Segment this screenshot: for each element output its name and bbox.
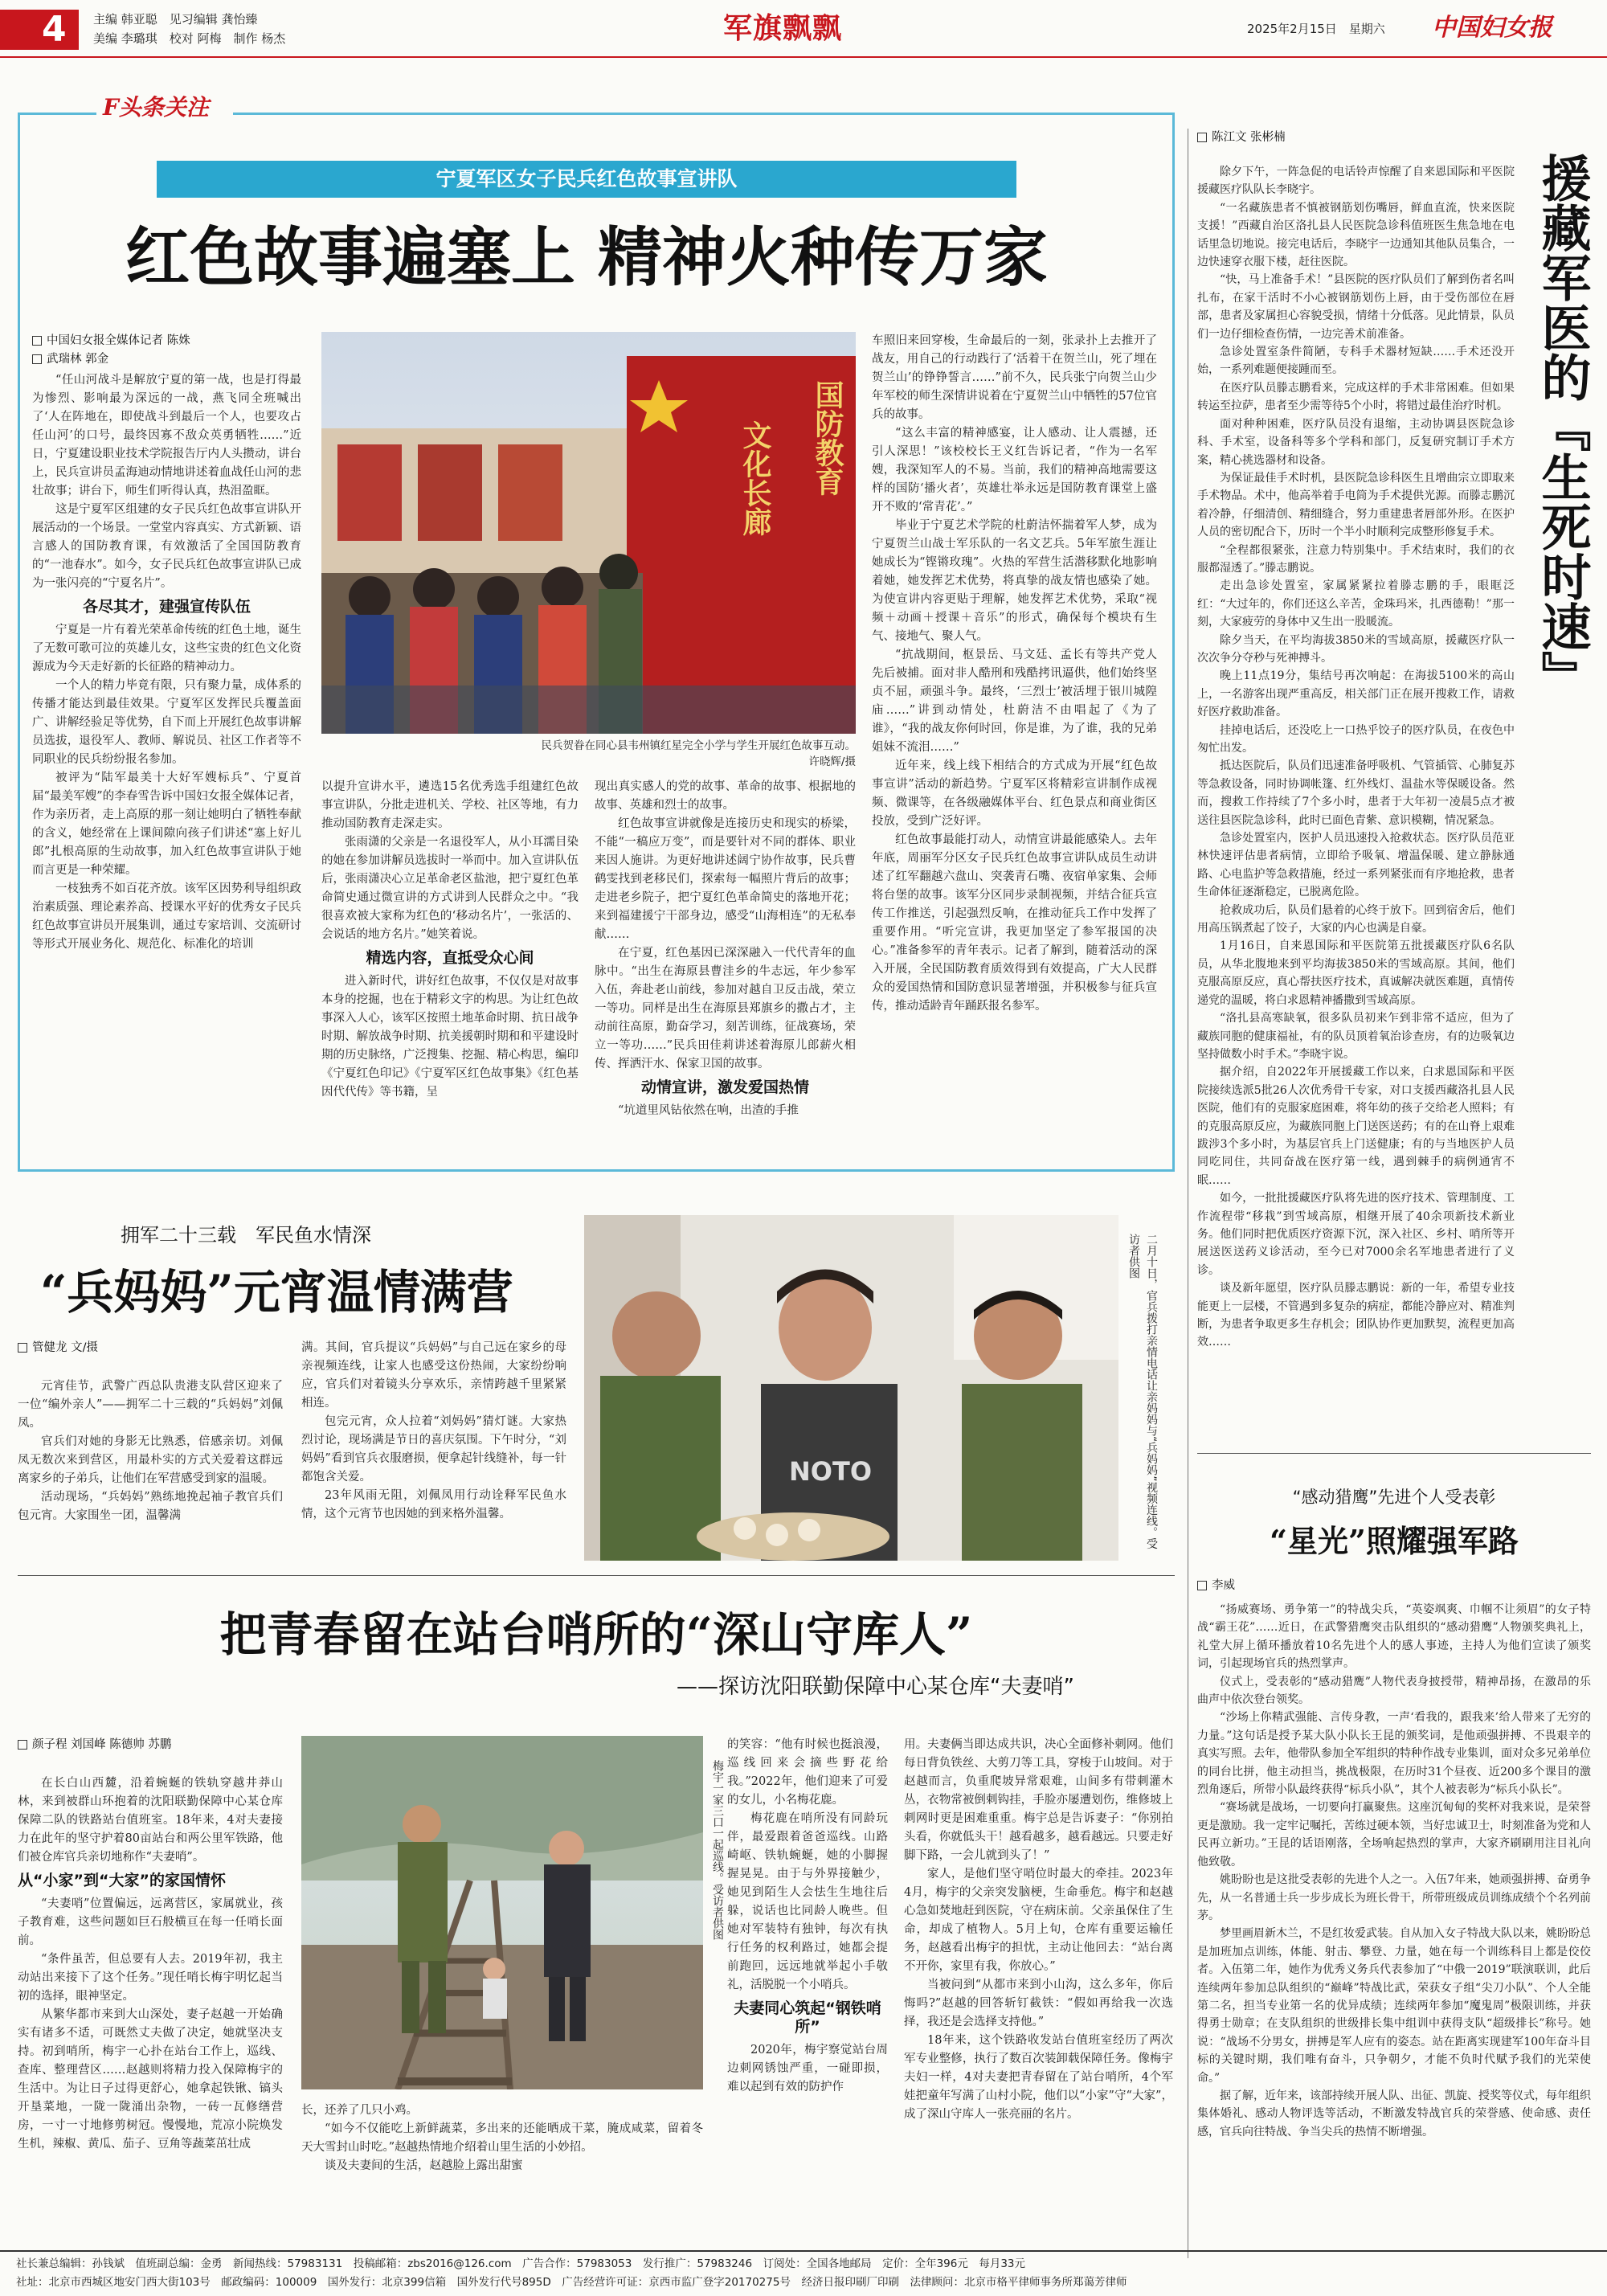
- paragraph: 现出真实感人的党的故事、革命的故事、根据地的故事、英雄和烈士的故事。: [595, 780, 856, 812]
- paragraph: 除夕当天，在平均海拔3850米的雪域高原，援藏医疗队一次次争分夺秒与死神搏斗。: [1197, 633, 1515, 665]
- feature-subhead-2: 精选内容，直抵受众心间: [366, 949, 534, 967]
- paragraph: 急诊处置室内，医护人员迅速投入抢救状态。医疗队员范亚林快速评估患者病情，立即给予吸氧、增温保暖、建立静脉通路、心电监护等急救措施，经过一系列紧张而有序地抢救，患者生命体征逐渐稳定，已脱离危险。: [1197, 832, 1515, 899]
- paragraph: 谈及夫妻间的生活，赵越脸上露出甜蜜: [325, 2159, 523, 2172]
- feature-photo-caption: 民兵贺眷在同心县韦州镇红星完全小学与学生开展红色故事互动。 许晓辉/摄: [541, 739, 856, 768]
- paragraph: 的笑容：“他有时候也挺浪漫，巡线回来会摘些野花给我。”2022年，他们迎来了可爱的女儿，小名梅花鹿。: [727, 1738, 888, 1807]
- paragraph: “如今不仅能吃上新鲜蔬菜，多出来的还能晒成干菜，腌成咸菜，留着冬天大雪封山时吃。”赵越热情地介绍着山里生活的小妙招。: [301, 2122, 703, 2154]
- feature-photo-credit: 许晓辉/摄: [808, 755, 856, 768]
- paragraph: 1月16日，自来恩国际和平医院第五批援藏医疗队6名队员，从华北腹地来到平均海拔3850米的雪域高原。其间，他们克服高原反应，真心帮扶医疗技术，真诚解决就医难题，真情传递党的温暖，将白求恩精神播撒到雪域高原。: [1197, 939, 1515, 1007]
- aid-title-vertical: 援藏军医的『生死时速』: [1533, 153, 1592, 701]
- footer-line-2: 社址：北京市西城区地安门西大街103号 邮政编码：100009 国外发行：北京399信箱 国外发行代号895D 广告经营许可证：京西市监广登字20170275号 经济日报印刷厂印刷 法律顾问：北京市格平律师事务所郑蔼芳律师: [16, 2276, 1127, 2289]
- star-byline: 李威: [1197, 1577, 1235, 1595]
- paragraph: “任山河战斗是解放宁夏的第一战，也是打得最为惨烈、影响最为深远的一战，燕飞同全班喊出了‘人在阵地在，即使战斗到最后一个人，也要攻占任山河’的口号，最终因寡不敌众英勇牺牲……”近日，宁夏建设职业技术学院报告厅内人头攒动，讲台上，民兵宣讲员孟海迪动情地讲述着血战任山河的悲壮故事；讲台下，师生们听得认真，热泪盈眶。: [32, 374, 301, 497]
- paragraph: “夫妻哨”位置偏远，远离营区，家属就业，孩子教育难，这些问题如巨石般横亘在每一任哨长面前。: [18, 1897, 283, 1947]
- paragraph: 一个人的精力毕竟有限，只有聚力量，成体系的传播才能达到最佳效果。宁夏军区发挥民兵覆盖面广、讲解经验足等优势，自下而上开展红色故事讲解员选拔，退役军人、教师、解说员、社区工作者等不同职业的民兵纷纷报名参加。: [32, 679, 301, 766]
- family-walking-railway-image: [301, 1736, 703, 2089]
- board-text-left: 文化长廊: [738, 420, 772, 536]
- aid-byline: 陈江文 张彬楠: [1197, 129, 1286, 147]
- feature-photo: [321, 332, 856, 734]
- square-icon: [1197, 1581, 1207, 1590]
- paragraph: 张雨潇的父亲是一名退役军人，从小耳濡目染的她在参加讲解员选拔时一举而中。加入宣讲队伍后，张雨潇决心立足革命老区盐池，把宁夏红色革命简史通过微宣讲的方式讲到人民群众之中。“我很喜欢被大家称为红色的‘移动名片’，一张活的、会说话的地方名片。”她笑着说。: [321, 836, 579, 941]
- paragraph: 挂掉电话后，还没吃上一口热乎饺子的医疗队员，在夜色中匆忙出发。: [1197, 723, 1515, 755]
- square-icon: [18, 1343, 27, 1353]
- focus-tag: [96, 88, 233, 127]
- star-top-rule: [1197, 1453, 1591, 1454]
- feature-col2: [321, 778, 579, 1156]
- paragraph: 被评为“陆军最美十大好军嫂标兵”、宁夏首届“最美军嫂”的李春雪告诉中国妇女报全媒体记者，作为亲历者，走上高原的那一刻让她明白了牺牲奉献的含义，她经常在上课间隙向孩子们讲述“塞上好儿郎”扎根高原的生动故事，加入红色故事宣讲队于她而言更是一种荣耀。: [32, 771, 301, 877]
- mother-col1: [18, 1377, 283, 1562]
- students-listening-image: [321, 332, 856, 734]
- paragraph: 仪式上，受表彰的“感动猎鹰”人物代表身披授带，精神昂扬，在激昂的乐曲声中依次登台领奖。: [1197, 1675, 1591, 1707]
- section-title: 军旗飘飘: [723, 11, 843, 45]
- aid-body: [1197, 163, 1515, 1445]
- paragraph: “沙场上你精武强能、言传身教，一声‘看我的，跟我来’给人带来了无穷的力量。”这句话是授予某大队小队长王昆的颁奖词，是他顽强拼搏、不畏艰辛的真实写照。去年，他带队参加全军组织的特种作战专业集训，面对众多兄弟单位的同台比拼，他主动担当，挑战极限，在历时31个昼夜、近200多个课目的激烈角逐后，所带小队最终获得“标兵小队”，其个人被表彰为“标兵小队长”。: [1197, 1711, 1591, 1797]
- paragraph: 急诊处置室条件简陋，专科手术器材短缺……手术还没开始，一系列难题便接踵而至。: [1197, 346, 1515, 377]
- warehouse-subtitle: ——探访沈阳联勤保障中心某仓库“夫妻哨”: [677, 1675, 1074, 1699]
- svg-text:NOTO: NOTO: [789, 1456, 873, 1487]
- warehouse-title: 把青春留在站台哨所的“深山守库人”: [219, 1607, 973, 1662]
- paragraph: 2020年，梅宇察觉站台周边刺网锈蚀严重，一碰即损，难以起到有效的防护作: [727, 2044, 888, 2093]
- paragraph: 车照旧来回穿梭，生命最后的一刻，张录扑上去推开了战友，用自己的行动践行了‘活着干在贺兰山，死了埋在贺兰山’的铮铮誓言……”前不久，民兵张宁向贺兰山少年军校的师生深情讲说着在宁夏贺兰山中牺牲的57位官兵的故事。: [872, 334, 1157, 421]
- feature-banner-text: 宁夏军区女子民兵红色故事宣讲队: [435, 167, 738, 190]
- page-number-block: [0, 10, 79, 50]
- paragraph: “快，马上准备手术！”县医院的医疗队员们了解到伤者名叫扎布，在家干活时不小心被钢筋划伤上唇，由于受伤部位在唇部，患者及家属担心容貌受损，情绪十分低落。见此情景，队员们一边仔细检查伤情，一边完善术前准备。: [1197, 273, 1515, 341]
- header-rule: [0, 56, 1607, 58]
- paragraph: 面对种种困难，医疗队员没有退缩，主动协调县医院急诊科、手术室，设备科等多个学科和部门，反复研究制订手术方案，精心挑选器材和设备。: [1197, 417, 1515, 467]
- paragraph: “扬威赛场、勇争第一”的特战尖兵，“英姿飒爽、巾帼不让须眉”的女子特战“霸王花”……近日，在武警猎鹰突击队组织的“感动猎鹰”人物颁奖典礼上，礼堂大屏上循环播放着10名先进个人的感人事迹，主持人为他们宣读了颁奖词，引起现场官兵的热烈掌声。: [1197, 1603, 1591, 1671]
- paragraph: 官兵们对她的身影无比熟悉，倍感亲切。刘佩凤无数次来到营区，用最朴实的方式关爱着这群远离家乡的子弟兵，让他们在军营感受到家的温暖。: [18, 1435, 283, 1485]
- mother-photo: [584, 1215, 1118, 1561]
- feature-col1: [32, 371, 301, 1155]
- issue-date: 2025年2月15日 星期六: [1247, 22, 1385, 36]
- paragraph: 据了解，近年来，该部持续开展人队、出征、凯旋、授奖等仪式，每年组织集体婚礼、感动人物评选等活动，不断激发特战官兵的荣誉感、使命感、责任感，官兵向往特战、争当尖兵的热情不断增强。: [1197, 2089, 1591, 2138]
- paragraph: 抵达医院后，队员们迅速准备呼吸机、气管插管、心肺复苏等急救设备，同时协调帐篷、红外线灯、温盐水等保暖设备。然而，搜救工作持续了7个多小时，患者于大年初一凌晨5点才被送往县医院急诊科，此时已面色青紫、意识模糊，情况紧急。: [1197, 759, 1515, 827]
- feature-subhead-1: 各尽其才，建强宣传队伍: [82, 598, 251, 616]
- feature-subhead-3: 动情宣讲，激发爱国热情: [640, 1078, 809, 1096]
- feature-byline: [32, 332, 289, 369]
- paragraph: 以提升宣讲水平，遴选15名优秀选手组建红色故事宣讲队，分批走进机关、学校、社区等地，有力推动国防教育走深走实。: [321, 780, 579, 830]
- paragraph: 红色故事最能打动人，动情宣讲最能感染人。去年年底，周丽军分区女子民兵红色故事宣讲队成员生动讲述了红军翻越六盘山、突袭青石嘴、夜宿单家集、会师将台堡的故事。该军分区同步录制视频，并结合征兵宣传工作推送，引起强烈反响，在推动征兵工作中发挥了重要作用。“听完宣讲，我更加坚定了参军报国的决心。”准备参军的青年表示。记者了解到，随着活动的深入开展，全民国防教育质效得到有效提高，广大人民群众的爱国热情和国防意识显著增强，并积极参与征兵宣传，推动适龄青年踊跃报名参军。: [872, 833, 1157, 1013]
- square-icon: [32, 336, 42, 346]
- paragraph: 毕业于宁夏艺术学院的杜蔚洁怀揣着军人梦，成为宁夏贺兰山战士军乐队的一名文艺兵。5年军旅生涯让她成长为“铿锵玫瑰”。火热的军营生活潜移默化地影响着她，她发挥艺术优势，将真挚的战友情也感染了她。为使宣讲内容更贴于理解，她发挥艺术优势，采取“视频＋动画＋授课＋音乐”的形式，确保每个模块有生气、接地气、聚人气。: [872, 519, 1157, 643]
- paragraph: 近年来，线上线下相结合的方式成为开展“红色故事宣讲”活动的新趋势。宁夏军区将精彩宣讲制作成视频、微课等，在各级融媒体平台、红色景点和商业街区投放，受到广泛好评。: [872, 759, 1157, 828]
- warehouse-col3: [727, 1736, 888, 2238]
- paragraph: 从繁华都市来到大山深处，妻子赵越一开始确实有诸多不适，可既然丈夫做了决定，她就坚决支持。初到哨所，梅宇一心扑在站台工作上，巡线、查库、整理营区……赵越则将精力投入保障梅宇的生活中。为让日子过得更舒心，她拿起铁锹、镐头开垦菜地，一陇一陇涌出杂物，一砖一瓦修缮营房，一寸一寸地修剪树冠。慢慢地，荒凉小院焕发生机，辣椒、黄瓜、茄子、豆角等蔬菜茁壮成: [18, 2008, 283, 2151]
- paragraph: 红色故事宣讲就像是连接历史和现实的桥梁，不能“一稿应万变”，而是要针对不同的群体、职业来因人施讲。为更好地讲述阔宁协作故事，民兵曹鹤雯找到老移民们，探索每一幅照片背后的故事；走进老乡院子，把宁夏红色革命简史的落地开花；来到福建援宁干部身边，感受“山海相连”的无私奉献……: [595, 817, 856, 941]
- feature-byline-2: 武瑞林 郭金: [32, 350, 289, 369]
- paragraph: 当被问到“从都市来到小山沟，这么多年，你后悔吗?”赵越的回答斩钉截铁：“假如再给我一次选择，我还是会选择支持他。”: [904, 1979, 1173, 2028]
- square-icon: [32, 354, 42, 364]
- paragraph: 姚盼盼也是这批受表彰的先进个人之一。入伍7年来，她顽强拼搏、奋勇争先，从一名普通士兵一步步成长为班长骨干，所带班级成员训练成绩个个名列前茅。: [1197, 1873, 1591, 1922]
- paragraph: 谈及新年愿望，医疗队员滕志鹏说：新的一年，希望专业技能更上一层楼，不管遇到多复杂的病症，都能冷静应对、精准判断，为患者争取更多生存机会；团队协作更加默契，流程更加高效……: [1197, 1282, 1515, 1349]
- paragraph: 进入新时代，讲好红色故事，不仅仅是对故事本身的挖掘，也在于精彩文字的构思。为让红色故事深入人心，该军区按照土地革命时期、抗日战争时期、解放战争时期、抗美援朝时期和和平建设时期的历史脉络，广泛搜集、挖掘、精心构思，编印《宁夏红色印记》《宁夏军区红色故事集》《红色基因代代传》等书籍，呈: [321, 975, 579, 1099]
- star-kicker: “感动猎鹰”先进个人受表彰: [1292, 1488, 1496, 1507]
- paragraph: “条件虽苦，但总要有人去。2019年初，我主动站出来接下了这个任务。”现任哨长梅宇明忆起当初的选择，眼神坚定。: [18, 1953, 283, 2003]
- paragraph: 18年来，这个铁路收发站台值班室经历了两次军专业整修，执行了数百次装卸载保障任务。像梅宇夫妇一样，4对夫妻把青春留在了站台哨所，4个军娃把童年写满了山村小院，他们以“小家”守“大家”，成了深山守库人一张亮丽的名片。: [904, 2034, 1173, 2121]
- warehouse-col1: [18, 1774, 283, 2237]
- paragraph: 包完元宵，众人拉着“刘妈妈”猜灯谜。大家热烈讨论，现场满是节日的喜庆氛围。下午时分，“刘妈妈”看到官兵衣服磨损，便拿起针线缝补，每一针都饱含关爱。: [301, 1415, 566, 1484]
- paragraph: “一名藏族患者不慎被钢筋划伤嘴唇，鲜血直流，快来医院支援！”西藏自治区洛扎县人民医院急诊科值班医生焦急地在电话里急切地说。接完电话后，李晓宇一边通知其他队员集合，一边快速穿衣服下楼，赶往医院。: [1197, 201, 1515, 269]
- paragraph: “赛场就是战场，一切要向打赢聚焦。这座沉甸甸的奖杯对我来说，是荣誉更是激励。我一定牢记嘱托，苦练过硬本领，当好忠诚卫士，时刻准备为党和人民再立新功。”王昆的话语刚落，全场响起热烈的掌声，大家齐刷刷用注目礼向他致敬。: [1197, 1801, 1591, 1868]
- paragraph: 元宵佳节，武警广西总队贵港支队营区迎来了一位“编外亲人”——拥军二十三载的“兵妈妈”刘佩凤。: [18, 1380, 283, 1430]
- paragraph: 晚上11点19分，集结号再次响起：在海拔5100米的高山上，一名游客出现严重高反，相关部门正在展开搜救工作，请救好医疗救助准备。: [1197, 669, 1515, 719]
- feature-byline-1: 中国妇女报全媒体记者 陈姝: [32, 332, 289, 350]
- square-icon: [18, 1740, 27, 1750]
- warehouse-col4: [904, 1736, 1173, 2238]
- footer-rule: [0, 2250, 1607, 2252]
- paragraph: 走出急诊处置室，家属紧紧拉着滕志鹏的手，眼眶泛红：“大过年的，你们还这么辛苦，金珠玛米，扎西德勒！”那一刻，大家疲劳的身体中又生出一股暖流。: [1197, 579, 1515, 629]
- credits-line-1: 主编 韩亚聪 见习编辑 龚怡臻: [93, 12, 258, 27]
- warehouse-photo: [301, 1736, 703, 2089]
- warehouse-col2: [301, 2102, 703, 2238]
- focus-tag-text: F头条关注: [103, 94, 209, 121]
- paragraph: 家人，是他们坚守哨位时最大的牵挂。2023年4月，梅宇的父亲突发脑梗，生命垂危。梅宇和赵越心急如焚地赶到医院，守在病床前。父亲虽保住了生命，却成了植物人。5月上旬，仓库有重要运输任务，赵越看出梅宇的担忧，主动让他回去：“站台离不开你，家里有我，你放心。”: [904, 1868, 1173, 1973]
- warehouse-subhead-1: 从“小家”到“大家”的家国情怀: [18, 1872, 226, 1889]
- feature-title: 红色故事遍塞上 精神火种传万家: [125, 219, 1048, 295]
- paragraph: 满。其间，官兵提议“兵妈妈”与自己远在家乡的母亲视频连线，让家人也感受这份热闹，大家纷纷响应，官兵们对着镜头分享欢乐，亲情跨越千里紧紧相连。: [301, 1341, 566, 1410]
- footer-line-1: 社长兼总编辑：孙钱斌 值班副总编：金勇 新闻热线：57983131 投稿邮箱：zbs2016@126.com 广告合作：57983053 发行推广：57983246 订阅处：全国各地邮局 定价：全年396元 每月33元: [16, 2257, 1026, 2270]
- page-number: 4: [42, 9, 67, 50]
- paragraph: 用。夫妻俩当即达成共识，决心全面修补刺网。他们每日背负铁丝、大剪刀等工具，穿梭于山坡间。对于赵越而言，负重爬坡异常艰难，山间多有带刺灌木丛，衣物常被倒刺钩挂，手脸亦屡遭划伤，维修坡上刺网时更是困难重重。梅宇总是告诉妻子：“你别拍头看，你就低头干！越看越多，越看越远。只要走好脚下路，一会儿就到头了！”: [904, 1738, 1173, 1862]
- warehouse-byline: 颜子程 刘国峰 陈德帅 苏鹏: [18, 1736, 171, 1754]
- warehouse-subhead-2: 夫妻同心筑起“钢铁哨所”: [734, 1999, 881, 2036]
- paragraph: “这么丰富的精神感宴，让人感动、让人震撼，还引人深思！”该校校长王义红告诉记者，“作为一名军嫂，我深知军人的不易。当前，我们的精神高地需要这样的国防‘播火者’，英雄壮举永远是国防教育课堂上盛开不败的‘常青花’。”: [872, 427, 1157, 514]
- feature-col4: [872, 332, 1157, 1156]
- soldiers-with-mother-image: [584, 1215, 1118, 1561]
- paragraph: 为保证最佳手术时机，县医院急诊科医生且增曲宗立即取来手术物品。术中，他高举着手电筒为手术提供光源。而滕志鹏沉着冷静，仔细清创、精细缝合，努力重建患者唇部外形。在医护人员的密切配合下，历时一个半小时顺利完成整形修复手术。: [1197, 471, 1515, 539]
- square-icon: [1197, 133, 1207, 142]
- paragraph: 长，还养了几只小鸡。: [301, 2104, 418, 2117]
- paragraph: 抢救成功后，队员们悬着的心终于放下。回到宿舍后，他们用高压锅煮起了饺子，大家的内心也满是自豪。: [1197, 903, 1515, 935]
- newspaper-logo: 中国妇女报: [1432, 14, 1552, 42]
- warehouse-top-rule: [18, 1575, 1175, 1576]
- paragraph: “全程都很紧张，注意力特别集中。手术结束时，我们的衣服都湿透了。”滕志鹏说。: [1197, 543, 1515, 575]
- mother-col2: [301, 1339, 566, 1562]
- paragraph: 活动现场，“兵妈妈”熟练地挽起袖子教官兵们包元宵。大家围坐一团，温馨满: [18, 1491, 283, 1522]
- paragraph: 这是宁夏军区组建的女子民兵红色故事宣讲队开展活动的一个场景。一堂堂内容真实、方式新颖、语言感人的国防教育课，有效激活了全国国防教育的“一池春水”。如今，女子民兵红色故事宣讲队已成为一张闪亮的“宁夏名片”。: [32, 503, 301, 590]
- paragraph: 梅花鹿在哨所没有同龄玩伴，最爱跟着爸爸巡线。山路崎岖、铁轨蜿蜒，她的小脚握握晃晃。由于与外界接触少，她见到陌生人会怯生生地往后躲，说话也比同龄人晚些。但她对军装特有独钟，每次有执行任务的权利路过，她都会提前跑回，远远地就举起小手敬礼，活脱脱一个小哨兵。: [727, 1812, 888, 1991]
- board-text-right: 国防教育: [811, 380, 844, 496]
- paragraph: 除夕下午，一阵急促的电话铃声惊醒了自来恩国际和平医院援藏医疗队队长李晓宇。: [1197, 166, 1515, 197]
- paragraph: 梦里画眉新木兰，不是红妆爱武装。自从加入女子特战大队以来，姚盼盼总是加班加点训练，体能、射击、攀登、力量，她在每一个训练科目上都是佼佼者。入伍第二年，她作为优秀义务兵代表参加了“中俄一2019”联演联训，此后连续两年参加总队组织的“巅峰”特战比武，荣获女子组“尖刀小队”、个人全能第二名，担当专业第一名的优异成绩；连续两年参加“魔鬼周”极限训练，并获得勇士勋章；在支队组织的世级排长集中组训中获得支队“超级排长”称号。她说：“战场不分男女，拼搏是军人应有的姿态。站在距离实现建军100年奋斗目标的关键时期，我们唯有奋斗，只争朝夕，才能不负时代赋予我们的光荣使命。”: [1197, 1927, 1591, 2085]
- paragraph: 一枝独秀不如百花齐放。该军区因势利导组织政治素质强、理论素养高、授课水平好的优秀女子民兵红色故事宣讲员开展集训，通过专家培训、交流研讨等形式开展业务化、规范化、标准化的培训: [32, 882, 301, 951]
- mother-byline: 管健龙 文/摄: [18, 1339, 98, 1357]
- mother-kicker: 拥军二十三载 军民鱼水情深: [121, 1224, 371, 1246]
- paragraph: 宁夏是一片有着光荣革命传统的红色土地，诞生了无数可歌可泣的英雄儿女，这些宝贵的红色文化资源成为今天走好新的长征路的精神动力。: [32, 624, 301, 673]
- paragraph: 23年风雨无阻，刘佩凤用行动诠释军民鱼水情，这个元宵节也因她的到来格外温馨。: [301, 1489, 566, 1520]
- warehouse-photo-caption: 梅宇一家三口一起巡线。受访者供图: [711, 1760, 724, 1940]
- paragraph: 据介绍，自2022年开展援藏工作以来，白求恩国际和平医院接续选派5批26人次优秀骨干专家，对口支援西藏洛扎县人民医院，他们有的克服家庭困难，将年幼的孩子交给老人照料；有的克服高原反应，为藏族同胞上门送医送药；有的在山脊上艰难跋涉3个多小时，为基层官兵上门送健康；有的与当地医护人员同吃同住，共同奋战在医疗第一线，遇到棘手的病例通宵不眠……: [1197, 1066, 1515, 1187]
- paragraph: 在宁夏，红色基因已深深融入一代代青年的血脉中。“出生在海原县曹洼乡的牛志远，年少参军入伍，奔赴老山前线，参加对越自卫反击战，荣立一等功。同样是出生在海原县郑旗乡的撒占才，主动前往高原，勤奋学习，刻苦训练，征战赛场，荣立一等功……”民兵田佳莉讲述着海原儿郎薪火相传、挥洒汗水、保家卫国的故事。: [595, 947, 856, 1070]
- paragraph: 如今，一批批援藏医疗队将先进的医疗技术、管理制度、工作流程带“移栽”到雪域高原，相继开展了40余项新技术新业务。他们同时把优质医疗资源下沉，深入社区、乡村、哨所等开展送医送药义诊活动，至今已对7000余名军地患者进行了义诊。: [1197, 1192, 1515, 1277]
- paragraph: “洛扎县高寒缺氧，很多队员初来乍到非常不适应，但为了藏族同胞的健康福祉，有的队员顶着氧治诊查房，有的边吸氧边坚持做数小时手术。”李晓宇说。: [1197, 1012, 1515, 1061]
- credits-line-2: 美编 李璐琪 校对 阿梅 制作 杨杰: [93, 31, 286, 46]
- star-body: [1197, 1601, 1591, 2224]
- paragraph: 在长白山西麓，沿着蜿蜒的铁轨穿越井莽山林，来到被群山环抱着的沈阳联勤保障中心某仓库保障二队的铁路站台值班室。18年来，4对夫妻接力在此年的坚守护着80亩站台和两公里军铁路，他们被仓库官兵亲切地称作“夫妻哨”。: [18, 1777, 283, 1864]
- paragraph: 在医疗队员滕志鹏看来，完成这样的手术非常困难。但如果转运至拉萨，患者至少需等待5个小时，将错过最佳治疗时机。: [1197, 381, 1515, 413]
- star-title: “星光”照耀强军路: [1270, 1523, 1519, 1559]
- paragraph: “抗战期间，枢景岳、马文廷、孟长有等共产党人先后被捕。面对非人酷刑和残酷拷讯逼供，他们始终坚贞不屈，顽强斗争。最终，‘三烈士’被活埋于银川城隍庙……”讲到动情处，杜蔚洁不由唱起了《为了谁》，“我的战友你何时回，你是谁，为了谁，我的兄弟姐妹不流泪……”: [872, 649, 1157, 754]
- feature-banner: [157, 161, 1016, 198]
- feature-col3: [595, 778, 856, 1156]
- mother-photo-caption: 二月十日，官兵拨打亲情电话让亲妈妈与“兵妈妈”视频连线。受访者供图: [1127, 1234, 1158, 1549]
- mother-title: “兵妈妈”元宵温情满营: [40, 1265, 513, 1320]
- page-header: [0, 0, 1607, 58]
- paragraph: “坑道里风钻依然在响，出渣的手推: [618, 1104, 799, 1117]
